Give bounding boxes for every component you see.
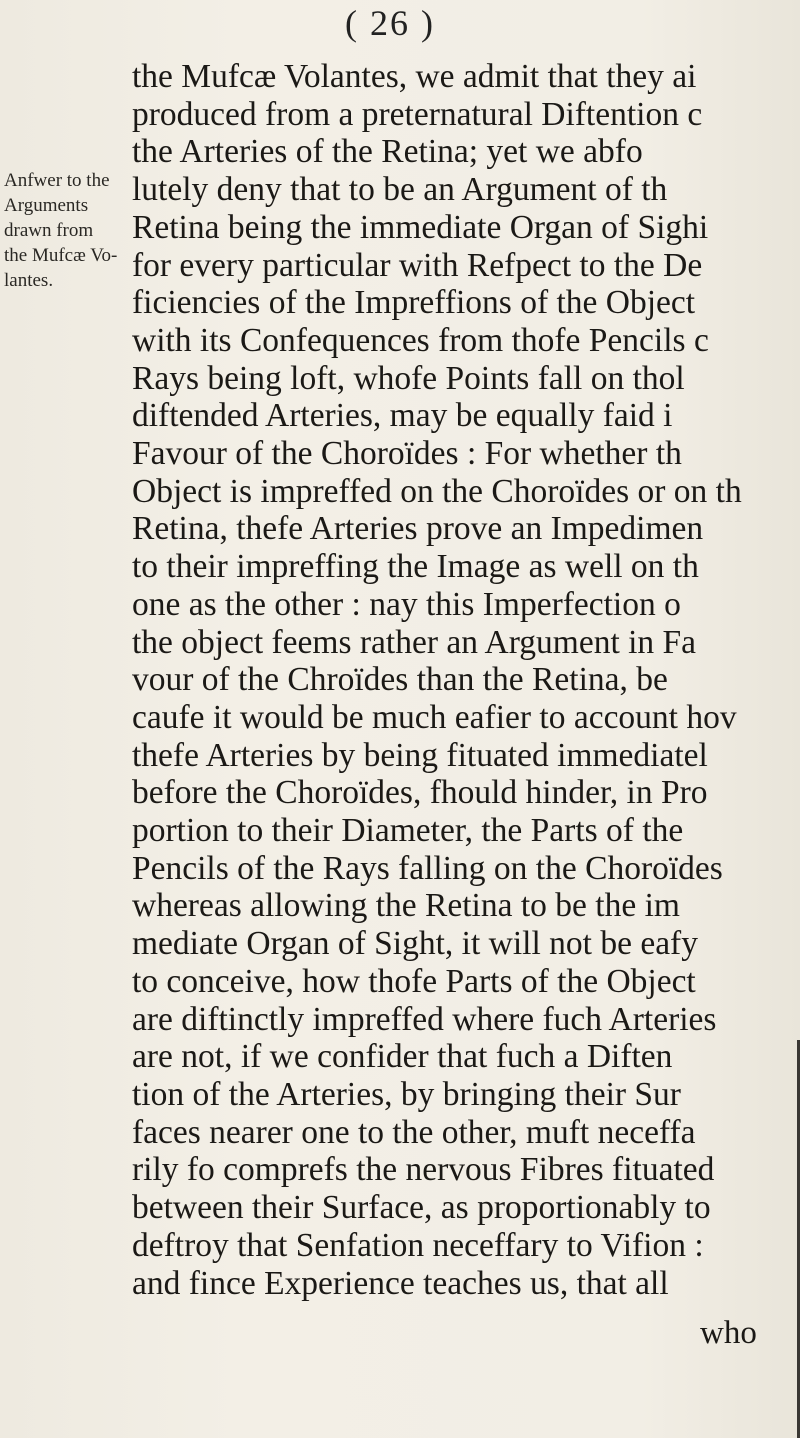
text-line: one as the other : nay this Imperfection o — [132, 585, 681, 623]
body-text — [132, 58, 800, 1302]
text-line: are not, if we confider that fuch a Diften — [132, 1038, 673, 1076]
text-line: faces nearer one to the other, muft neceffa — [132, 1113, 696, 1151]
text-line: between their Surface, as proportionably to — [132, 1189, 711, 1227]
text-line: for every particular with Refpect to the De — [132, 246, 703, 284]
text-line: to their impreffing the Image as well on th — [132, 548, 699, 586]
text-line: with its Confequences from thofe Pencils c — [132, 321, 709, 359]
text-line: ficiencies of the Impreffions of the Object — [132, 284, 696, 322]
margin-note-line: Arguments — [4, 195, 89, 216]
text-line: before the Choroïdes, fhould hinder, in Pro — [132, 774, 708, 812]
text-line: Retina, thefe Arteries prove an Impedimen — [132, 510, 704, 548]
margin-note-line: lantes. — [4, 270, 54, 291]
margin-note-line: the Mufcæ Vo- — [4, 245, 118, 266]
text-line: produced from a preternatural Diftention c — [132, 95, 703, 133]
text-line: portion to their Diameter, the Parts of the — [132, 812, 684, 850]
text-line: the Arteries of the Retina; yet we abfo — [132, 133, 643, 171]
catchword: who — [700, 1315, 757, 1351]
text-line: are diftinctly impreffed where fuch Arteries — [132, 1000, 717, 1038]
text-line: whereas allowing the Retina to be the im — [132, 887, 680, 925]
text-line: rily fo comprefs the nervous Fibres fituated — [132, 1151, 715, 1189]
text-line: thefe Arteries by being fituated immediatel — [132, 736, 708, 774]
text-line: vour of the Chroïdes than the Retina, be — [132, 661, 668, 699]
text-line: mediate Organ of Sight, it will not be eafy — [132, 925, 698, 963]
text-line: deftroy that Senfation neceffary to Vifion : — [132, 1226, 704, 1264]
margin-note — [4, 168, 128, 293]
text-line: to conceive, how thofe Parts of the Object — [132, 962, 696, 1000]
text-line: tion of the Arteries, by bringing their Sur — [132, 1075, 681, 1113]
text-line: Retina being the immediate Organ of Sighi — [132, 208, 709, 246]
text-line: Pencils of the Rays falling on the Choroïdes — [132, 849, 723, 887]
text-line: Object is impreffed on the Choroïdes or on th — [132, 472, 742, 510]
text-line: diftended Arteries, may be equally faid i — [132, 397, 673, 435]
text-line: Rays being loft, whofe Points fall on thol — [132, 359, 685, 397]
text-line: the Mufcæ Volantes, we admit that they ai — [132, 58, 697, 95]
page-number: ( 26 ) — [345, 3, 435, 43]
text-line: the object feems rather an Argument in Fa — [132, 623, 697, 661]
text-line: caufe it would be much eafier to account hov — [132, 698, 737, 736]
text-line: Favour of the Choroïdes : For whether th — [132, 435, 682, 473]
text-line: and fince Experience teaches us, that all — [132, 1264, 669, 1302]
text-line: lutely deny that to be an Argument of th — [132, 171, 668, 209]
margin-note-line: drawn from — [4, 220, 94, 241]
margin-note-line: Anfwer to the — [4, 170, 110, 191]
